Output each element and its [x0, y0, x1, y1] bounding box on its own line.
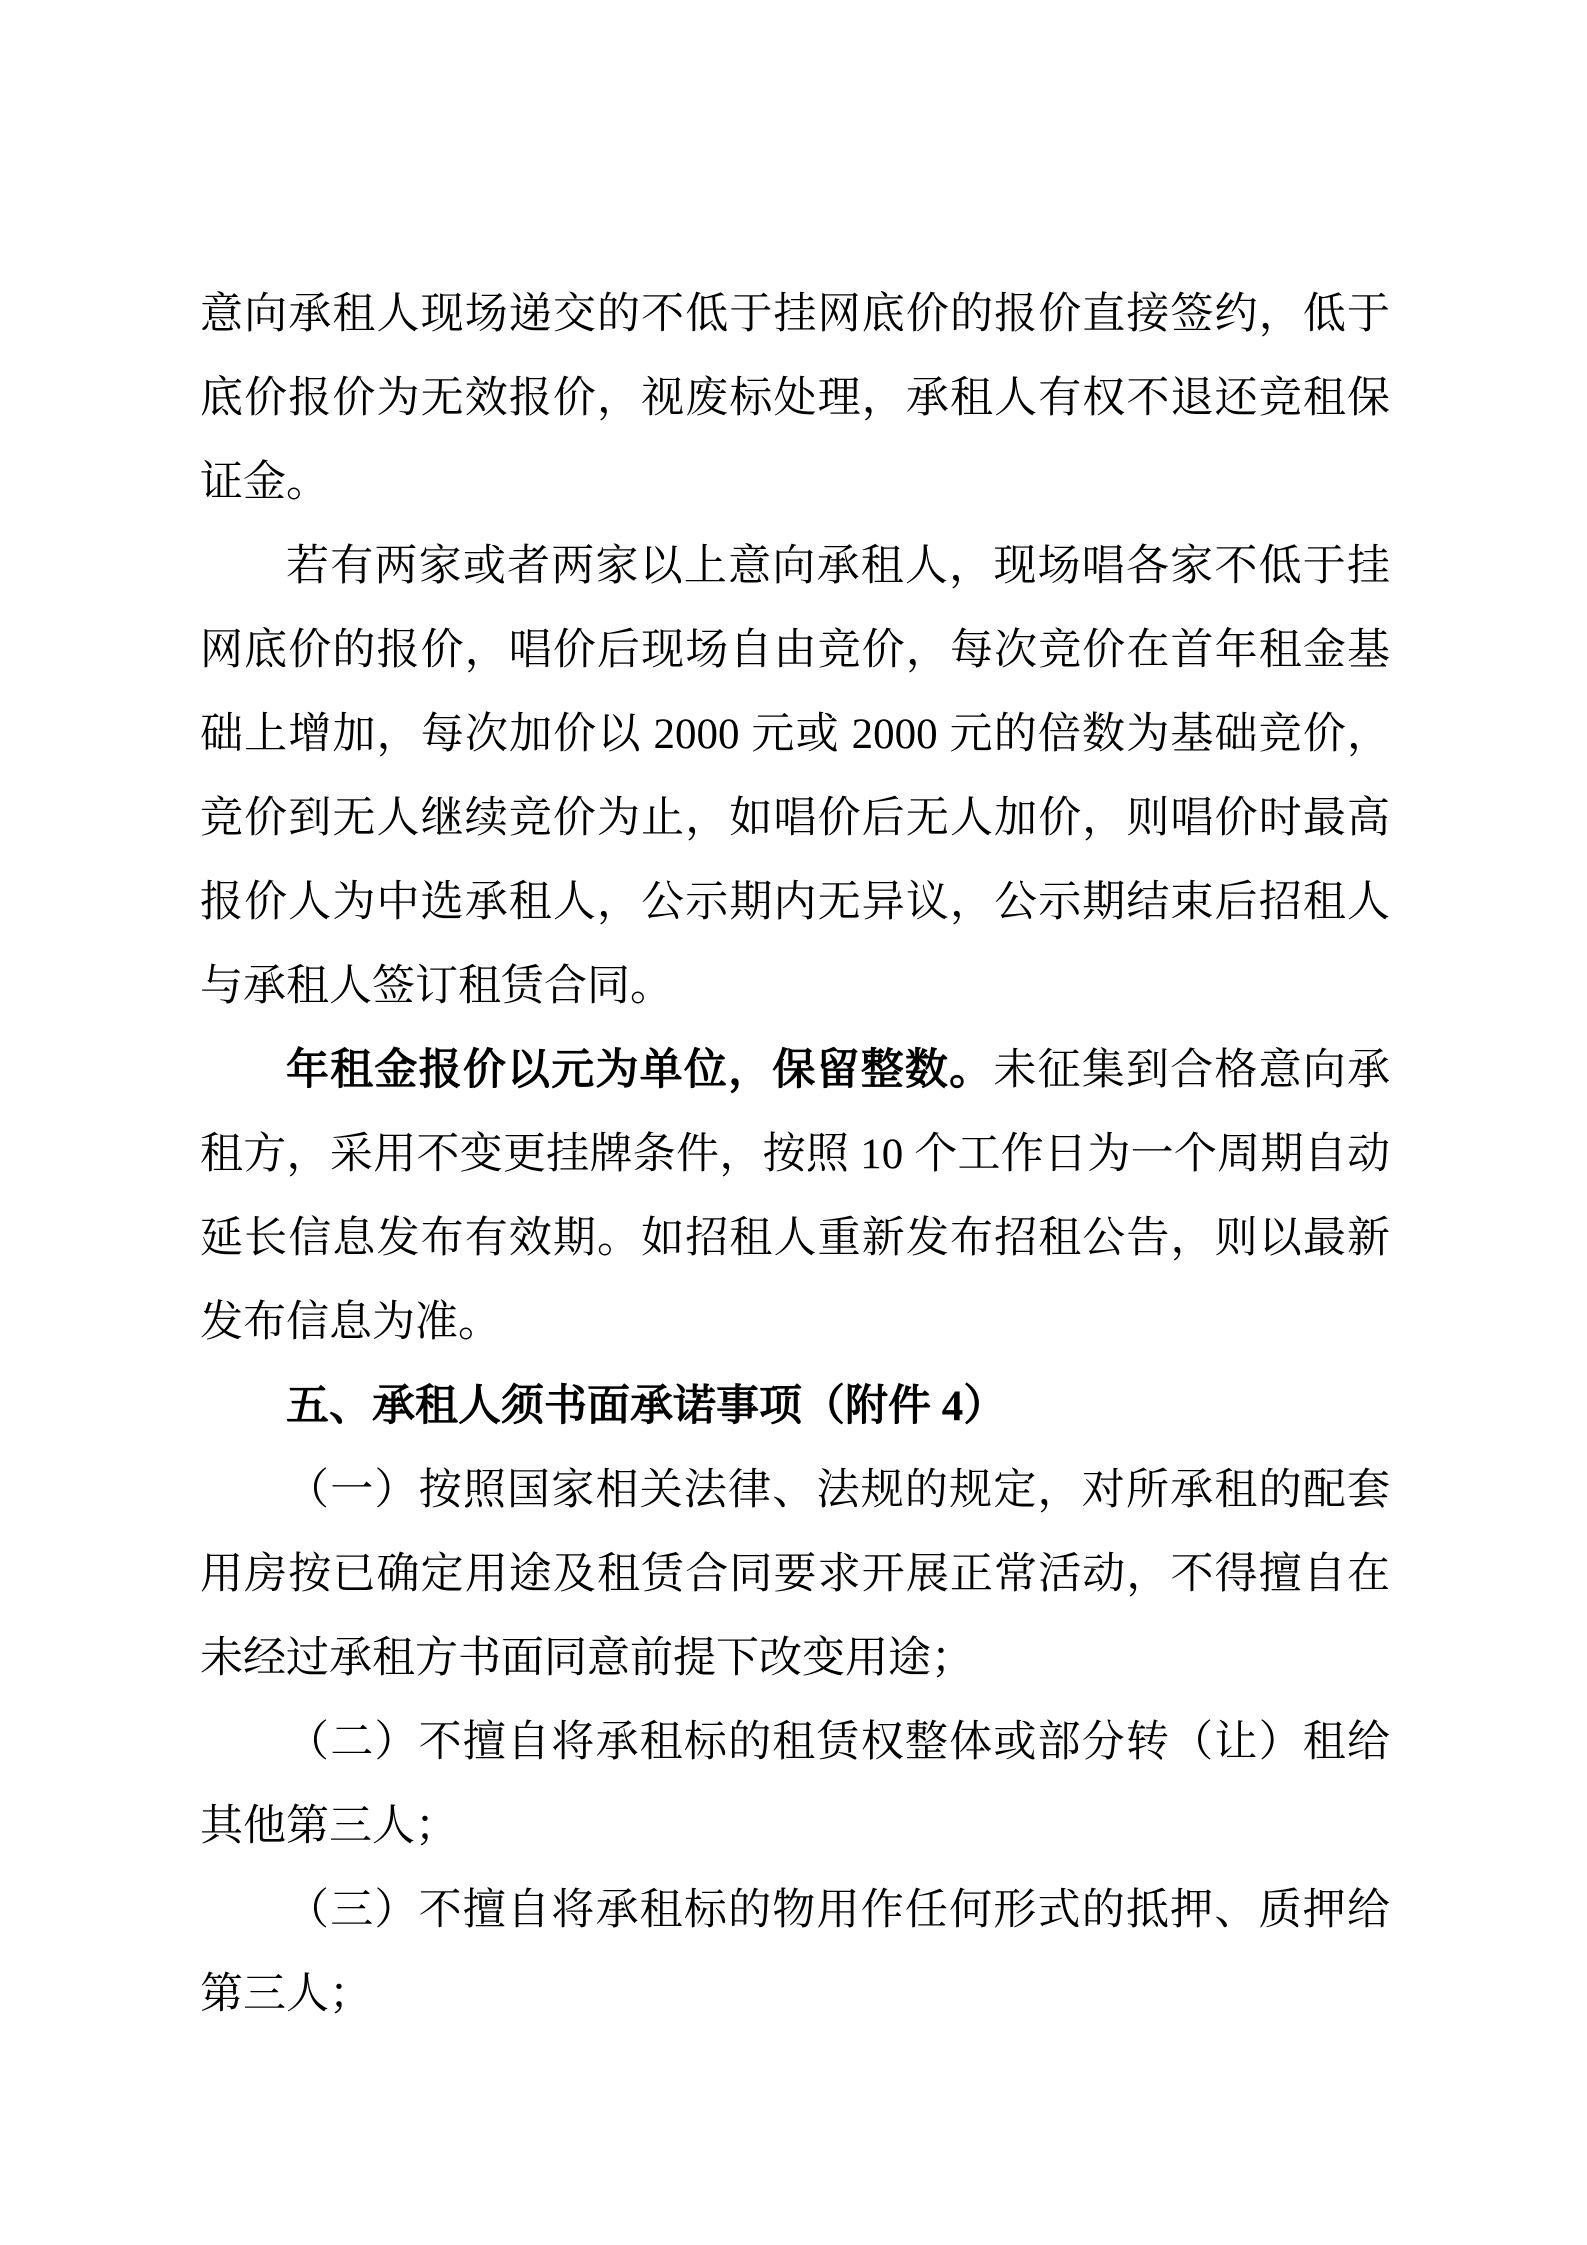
para-commitment-3: （三）不擅自将承租标的物用作任何形式的抵押、质押给第三人；: [200, 1887, 1390, 2018]
para-commitment-1: （一）按照国家相关法律、法规的规定，对所承租的配套用房按已确定用途及租赁合同要求开展正常活动，不得擅自在未经过承租方书面同意前提下改变用途；: [200, 1467, 1390, 1682]
para-annual-rent-quote-rest: 未征集到合格意向承租方，采用不变更挂牌条件，按照 10 个工作日为一个周期自动延长信息发布有效期。如招租人重新发布招租公告，则以最新发布信息为准。: [200, 1047, 1391, 1346]
document-body: [200, 273, 1390, 2037]
para-commitment-2: （二）不擅自将承租标的租赁权整体或部分转（让）租给其他第三人；: [200, 1719, 1390, 1850]
heading-section-five: 五、承租人须书面承诺事项（附件 4）: [286, 1383, 1007, 1430]
para-signing-rule-continuation: 意向承租人现场递交的不低于挂网底价的报价直接签约，低于底价报价为无效报价，视废标处理，承租人有权不退还竞租保证金。: [200, 291, 1390, 506]
para-annual-rent-quote-bold-lead: 年租金报价以元为单位，保留整数。: [286, 1047, 994, 1094]
para-annual-rent-quote: [200, 1029, 1390, 1365]
para-multiple-bidders-auction: 若有两家或者两家以上意向承租人，现场唱各家不低于挂网底价的报价，唱价后现场自由竞价，每次竞价在首年租金基础上增加，每次加价以 2000 元或 2000 元的倍数为基础竞价，竞价到无人继续竞价为止，如唱价后无人加价，则唱价时最高报价人为中选承租人，公示期内无异议，公示期结束后招租人与承租人签订租赁合同。: [200, 543, 1390, 1010]
